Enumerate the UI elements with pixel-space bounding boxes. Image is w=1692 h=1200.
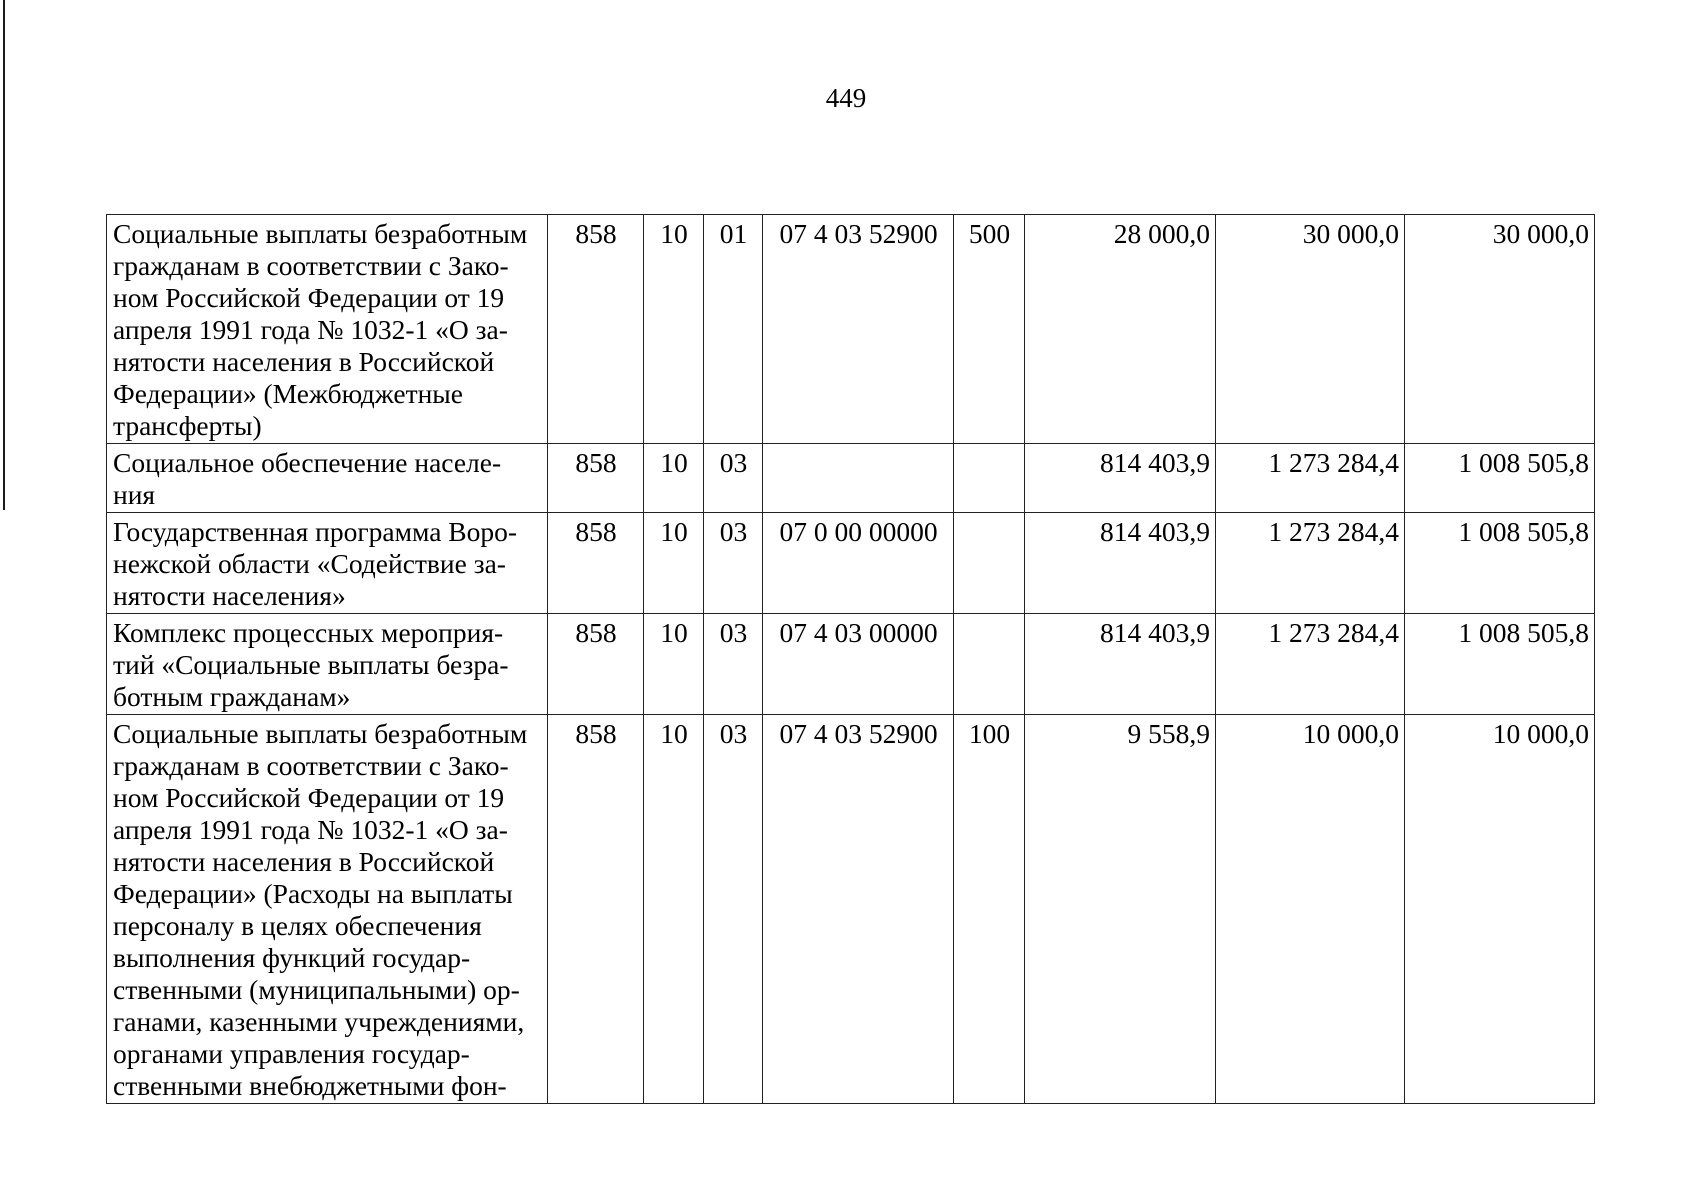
cell-sum-year-2: 1 273 284,4	[1216, 614, 1405, 715]
cell-subsection: 01	[704, 215, 763, 444]
cell-sum-year-1: 814 403,9	[1025, 513, 1216, 614]
cell-name-line: персоналу в целях обеспечения	[113, 910, 482, 941]
cell-name	[107, 513, 548, 614]
cell-section: 10	[644, 614, 704, 715]
cell-expense-type: 100	[954, 715, 1025, 1104]
cell-sum-year-3: 30 000,0	[1405, 215, 1595, 444]
cell-section: 10	[644, 444, 704, 513]
cell-name-line: ственными (муниципальными) ор-	[113, 974, 520, 1005]
cell-name	[107, 715, 548, 1104]
cell-target-article: 07 4 03 52900	[763, 215, 954, 444]
cell-name-line: ботным гражданам»	[113, 681, 351, 712]
cell-subsection: 03	[704, 444, 763, 513]
cell-name-line: Социальные выплаты безработным	[113, 218, 528, 249]
cell-sum-year-3: 1 008 505,8	[1405, 614, 1595, 715]
cell-name-line: ном Российской Федерации от 19	[113, 282, 505, 313]
cell-name-line: нятости населения в Российской	[113, 846, 495, 877]
cell-grbs: 858	[548, 215, 644, 444]
cell-target-article: 07 0 00 00000	[763, 513, 954, 614]
cell-target-article	[763, 444, 954, 513]
cell-name-line: органами управления государ-	[113, 1038, 470, 1069]
cell-name-line: нятости населения»	[113, 580, 346, 611]
cell-sum-year-2: 1 273 284,4	[1216, 444, 1405, 513]
table-row	[107, 215, 1595, 444]
cell-name-line: гражданам в соответствии с Зако-	[113, 250, 509, 281]
cell-target-article: 07 4 03 52900	[763, 715, 954, 1104]
cell-name-line: тий «Социальные выплаты безра-	[113, 649, 509, 680]
cell-name-line: ганами, казенными учреждениями,	[113, 1006, 525, 1037]
cell-name-line: ния	[113, 479, 156, 510]
cell-name-line: апреля 1991 года № 1032-1 «О за-	[113, 814, 508, 845]
cell-name	[107, 215, 548, 444]
cell-name-line: трансферты)	[113, 410, 262, 441]
cell-name-line: нежской области «Содействие за-	[113, 548, 506, 579]
table-row	[107, 513, 1595, 614]
cell-name-line: гражданам в соответствии с Зако-	[113, 750, 509, 781]
cell-expense-type: 500	[954, 215, 1025, 444]
cell-expense-type	[954, 614, 1025, 715]
cell-name-line: Социальные выплаты безработным	[113, 718, 528, 749]
cell-subsection: 03	[704, 715, 763, 1104]
cell-expense-type	[954, 513, 1025, 614]
cell-name	[107, 614, 548, 715]
cell-sum-year-3: 10 000,0	[1405, 715, 1595, 1104]
cell-name-line: ственными внебюджетными фон-	[113, 1070, 507, 1101]
cell-grbs: 858	[548, 513, 644, 614]
cell-section: 10	[644, 715, 704, 1104]
cell-name-line: нятости населения в Российской	[113, 346, 495, 377]
cell-grbs: 858	[548, 444, 644, 513]
cell-sum-year-3: 1 008 505,8	[1405, 444, 1595, 513]
cell-name-line: Социальное обеспечение населе-	[113, 447, 502, 478]
budget-table	[106, 214, 1595, 1104]
table-row	[107, 444, 1595, 513]
cell-subsection: 03	[704, 614, 763, 715]
cell-subsection: 03	[704, 513, 763, 614]
cell-grbs: 858	[548, 614, 644, 715]
cell-name	[107, 444, 548, 513]
cell-sum-year-2: 1 273 284,4	[1216, 513, 1405, 614]
cell-sum-year-2: 10 000,0	[1216, 715, 1405, 1104]
cell-target-article: 07 4 03 00000	[763, 614, 954, 715]
scan-edge-line	[3, 0, 5, 510]
table-row	[107, 614, 1595, 715]
cell-section: 10	[644, 215, 704, 444]
cell-sum-year-1: 814 403,9	[1025, 444, 1216, 513]
cell-sum-year-2: 30 000,0	[1216, 215, 1405, 444]
cell-name-line: Комплекс процессных мероприя-	[113, 617, 504, 648]
cell-name-line: Государственная программа Воро-	[113, 516, 518, 547]
cell-section: 10	[644, 513, 704, 614]
cell-sum-year-1: 28 000,0	[1025, 215, 1216, 444]
cell-name-line: Федерации» (Расходы на выплаты	[113, 878, 513, 909]
cell-name-line: выполнения функций государ-	[113, 942, 471, 973]
cell-name-line: ном Российской Федерации от 19	[113, 782, 505, 813]
cell-name-line: апреля 1991 года № 1032-1 «О за-	[113, 314, 508, 345]
table-row	[107, 715, 1595, 1104]
table-body	[107, 215, 1595, 1104]
cell-sum-year-1: 814 403,9	[1025, 614, 1216, 715]
cell-name-line: Федерации» (Межбюджетные	[113, 378, 463, 409]
cell-sum-year-3: 1 008 505,8	[1405, 513, 1595, 614]
cell-sum-year-1: 9 558,9	[1025, 715, 1216, 1104]
cell-expense-type	[954, 444, 1025, 513]
cell-grbs: 858	[548, 715, 644, 1104]
page-number: 449	[825, 83, 867, 113]
